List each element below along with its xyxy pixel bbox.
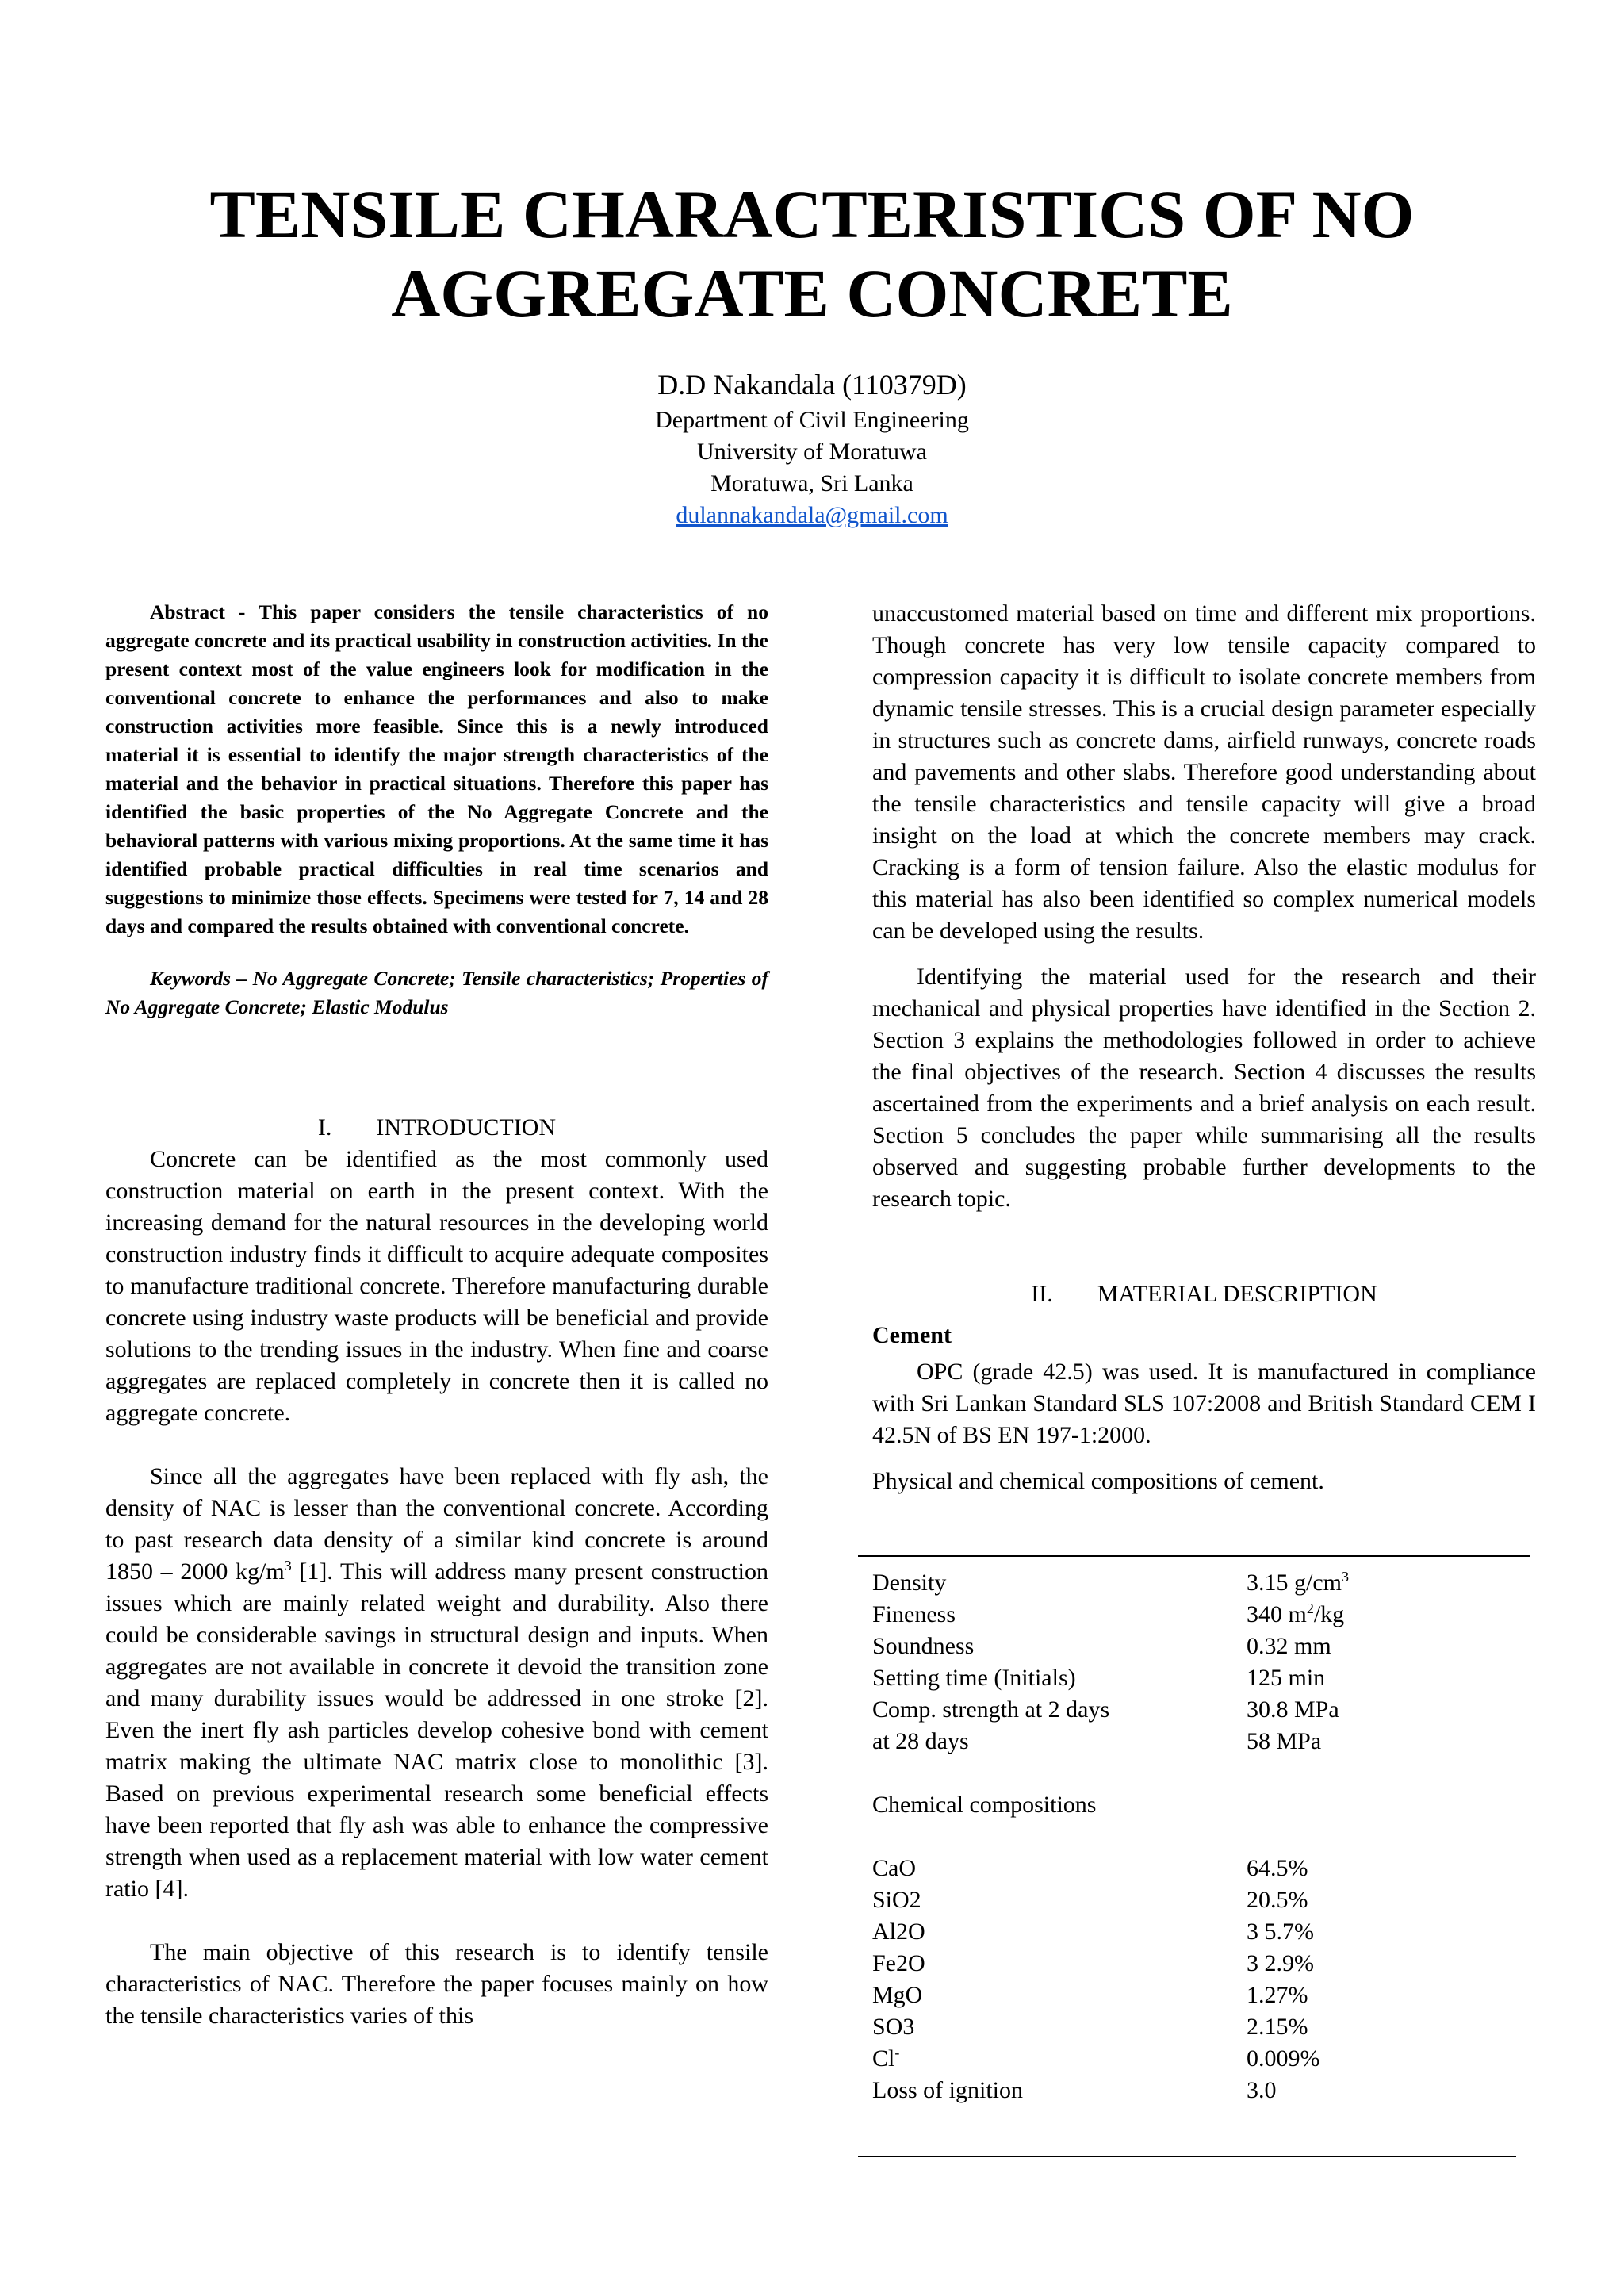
- cement-heading: Cement: [872, 1322, 952, 1348]
- title-line-2: AGGREGATE CONCRETE: [391, 255, 1233, 332]
- section-number: II.: [1031, 1281, 1053, 1307]
- section-heading-introduction: [105, 1112, 768, 1144]
- table-bottom-rule: [858, 2156, 1516, 2157]
- section-number: I.: [317, 1114, 332, 1140]
- section-heading-material: [872, 1278, 1536, 1310]
- author-department: Department of Civil Engineering: [655, 407, 969, 433]
- author-university: University of Moratuwa: [697, 439, 927, 465]
- table-row: SiO2 20.5%: [872, 1887, 1308, 1913]
- table-row: Al2O 3 5.7%: [872, 1918, 1314, 1945]
- table-row: CaO 64.5%: [872, 1855, 1308, 1881]
- paper-title: [0, 174, 1624, 333]
- table-row: Fineness 340 $m^2/kg$: [872, 1600, 1345, 1627]
- author-email-link[interactable]: dulannakandala@gmail.com: [676, 502, 948, 528]
- author-location: Moratuwa, Sri Lanka: [710, 470, 914, 496]
- table-row: Comp. strength at 2 days 30.8 MPa: [872, 1696, 1339, 1723]
- intro-paragraph-3: The main objective of this research is to identify tensile characteristics of NAC. Therefore the paper focuses mainly on how the tensile characteristics varies of this: [105, 1939, 768, 2029]
- right-paragraph-2: Identifying the material used for the research and their mechanical and physical properties have identified in the Section 2. Section 3 explains the methodologies followed in order to achieve the final objectives of the research. Section 4 discusses the results ascertained from the experiments and a brief analysis on each result. Section 5 concludes the paper while summarising all the results observed and suggesting probable further developments to the research topic.: [872, 964, 1536, 1212]
- table-row: [872, 1789, 1349, 1821]
- table-row: SO3 2.15%: [872, 2014, 1308, 2040]
- author-block: [0, 366, 1624, 531]
- chemical-heading: Chemical compositions: [872, 1792, 1097, 1818]
- table-row: Density 3.15 $g/cm^3$: [872, 1569, 1349, 1596]
- abstract: Abstract - This paper considers the tensile characteristics of no aggregate concrete and its practical usability in construction activities. In the present context most of the value engineers look for modification in the conventional concrete to enhance the performances and also to make construction activities more feasible. Since this is a newly introduced material it is essential to identify the major strength characteristics of the material and the behavior in practical situations. Therefore this paper has identified the basic properties of the No Aggregate Concrete and the behavioral patterns with various mixing proportions. At the same time it has identified probable practical difficulties in real time scenarios and suggestions to minimize those effects. Specimens were tested for 7, 14 and 28 days and compared the results obtained with conventional concrete.: [105, 600, 768, 937]
- right-paragraph-1: unaccustomed material based on time and different mix proportions. Though concrete has very low tensile capacity compared to compression capacity it is difficult to isolate concrete members from dynamic tensile stresses. This is a crucial design parameter especially in structures such as concrete dams, airfield runways, concrete roads and pavements and other slabs. Therefore good understanding about the tensile characteristics and tensile capacity will give a broad insight on the load at which the concrete members may crack. Cracking is a form of tension failure. Also the elastic modulus for this material has also been identified so complex numerical models can be developed using the results.: [872, 600, 1536, 944]
- section-title: INTRODUCTION: [376, 1114, 557, 1140]
- cement-properties-table: [872, 1567, 1349, 2106]
- right-column: [872, 598, 1536, 1497]
- table-row: Setting time (Initials) 125 min: [872, 1665, 1326, 1691]
- intro-paragraph-1: Concrete can be identified as the most commonly used construction material on earth in the present context. With the increasing demand for the natural resources in the developing world construction industry finds it difficult to acquire adequate composites to manufacture traditional concrete. Therefore manufacturing durable concrete using industry waste products will be beneficial and provide solutions to the trending issues in the industry. When fine and coarse aggregates are replaced completely in concrete then it is called no aggregate concrete.: [105, 1146, 768, 1426]
- title-line-1: TENSILE CHARACTERISTICS OF NO: [209, 176, 1415, 252]
- keywords: Keywords – No Aggregate Concrete; Tensile characteristics; Properties of No Aggregate Concrete; Elastic Modulus: [105, 967, 768, 1018]
- intro-paragraph-2: Since all the aggregates have been replaced with fly ash, the density of NAC is lesser than the conventional concrete. According to past research data density of a similar kind concrete is around 1850 – 2000 $kg/m^3$ [1]. This will address many present construction issues which are mainly related weight and durability. Also there could be considerable savings in structural design and inputs. When aggregates are not available in concrete it devoid the transition zone and many durability issues would be addressed in one stroke [2]. Even the inert fly ash particles develop cohesive bond with cement matrix making the ultimate NAC matrix close to monolithic [3]. Based on previous experimental research some beneficial effects have been reported that fly ash was able to enhance the compressive strength when used as a replacement material with low water cement ratio [4].: [105, 1463, 768, 1902]
- table-row: Cl- 0.009%: [872, 2045, 1320, 2072]
- table-row: at 28 days 58 MPa: [872, 1728, 1322, 1754]
- section-title: MATERIAL DESCRIPTION: [1097, 1281, 1377, 1307]
- table-top-rule: [858, 1555, 1530, 1557]
- table-row: MgO 1.27%: [872, 1982, 1308, 2008]
- table-caption: Physical and chemical compositions of cement.: [872, 1468, 1324, 1494]
- cement-description: OPC (grade 42.5) was used. It is manufactured in compliance with Sri Lankan Standard SLS 107:2008 and British Standard CEM I 42.5N of BS EN 197-1:2000.: [872, 1359, 1536, 1448]
- table-row: Soundness 0.32 mm: [872, 1633, 1331, 1659]
- author-name: D.D Nakandala (110379D): [657, 369, 967, 401]
- left-column: [105, 598, 768, 2032]
- table-row: Fe2O 3 2.9%: [872, 1950, 1314, 1976]
- table-row: Loss of ignition 3.0: [872, 2077, 1277, 2103]
